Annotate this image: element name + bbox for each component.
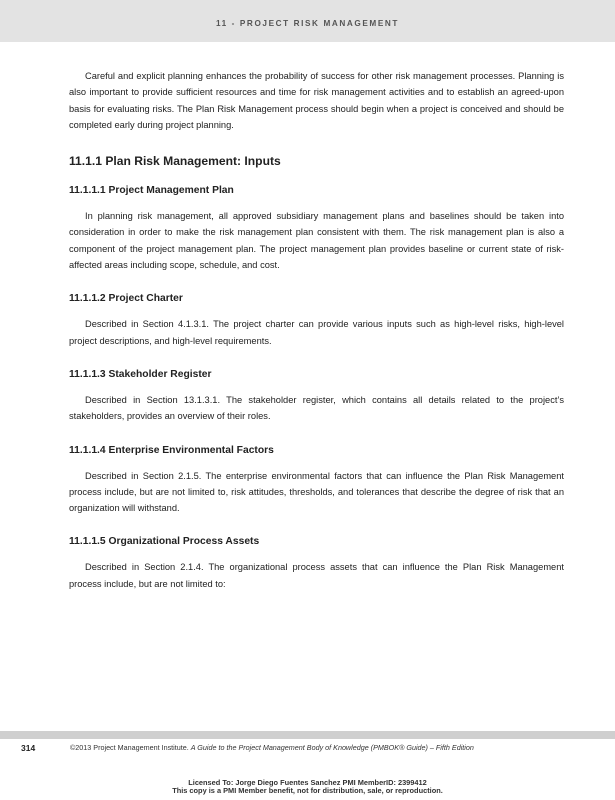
subsection-heading-project-charter: 11.1.1.2 Project Charter xyxy=(69,293,183,305)
subsection-heading-stakeholder-register: 11.1.1.3 Stakeholder Register xyxy=(69,368,212,380)
subsection-body-enterprise-environmental-factors: Described in Section 2.1.5. The enterprise environmental factors that can influence the Plan Risk Management process include, but are not limited to, risk attitudes, thresholds, and tolerances that describe the degree of risk that an organization will withstand. xyxy=(69,470,564,514)
license-notice xyxy=(0,779,615,795)
subsection-heading-organizational-process-assets: 11.1.1.5 Organizational Process Assets xyxy=(69,536,260,548)
section-heading: 11.1.1 Plan Risk Management: Inputs xyxy=(69,154,281,169)
subsection-body-project-management-plan: In planning risk management, all approved subsidiary management plans and baselines should be taken into consideration in order to make the risk management plan consistent with them. The risk management plan is also a component of the project management plan. The project management plan provides baseline or current state of risk-affected areas including scope, schedule, and cost. xyxy=(69,211,564,271)
page-content xyxy=(69,68,564,592)
subsection-body-stakeholder-register: Described in Section 13.1.3.1. The stakeholder register, which contains all details related to the project’s stakeholders, provides an overview of their roles. xyxy=(69,394,564,422)
chapter-title: 11 - PROJECT RISK MANAGEMENT xyxy=(215,19,400,28)
footer-bar xyxy=(0,731,615,739)
subsection-heading-enterprise-environmental-factors: 11.1.1.4 Enterprise Environmental Factors xyxy=(69,444,274,456)
intro-paragraph: Careful and explicit planning enhances the probability of success for other risk management processes. Planning is also important to provide sufficient resources and time for risk management activities and to establish an agreed-upon basis for evaluating risks. The Plan Risk Management process should begin when a project is conceived and should be completed early during project planning. xyxy=(69,71,564,130)
subsection-body-organizational-process-assets: Described in Section 2.1.4. The organizational process assets that can influence the Plan Risk Management process include, but are not limited to: xyxy=(69,562,564,589)
book-title: A Guide to the Project Management Body of Knowledge (PMBOK® Guide) – Fifth Edition xyxy=(190,743,474,752)
footer-citation xyxy=(70,743,610,752)
subsection-heading-project-management-plan: 11.1.1.1 Project Management Plan xyxy=(69,185,234,197)
license-line-2: This copy is a PMI Member benefit, not for distribution, sale, or reproduction. xyxy=(172,786,443,795)
license-line-1: Licensed To: Jorge Diego Fuentes Sanchez PMI MemberID: 2399412 xyxy=(188,778,427,787)
copyright-text: ©2013 Project Management Institute. xyxy=(70,743,189,752)
page-number: 314 xyxy=(21,743,36,753)
subsection-body-project-charter: Described in Section 4.1.3.1. The project charter can provide various inputs such as high-level risks, high-level project descriptions, and high-level requirements. xyxy=(69,319,564,346)
